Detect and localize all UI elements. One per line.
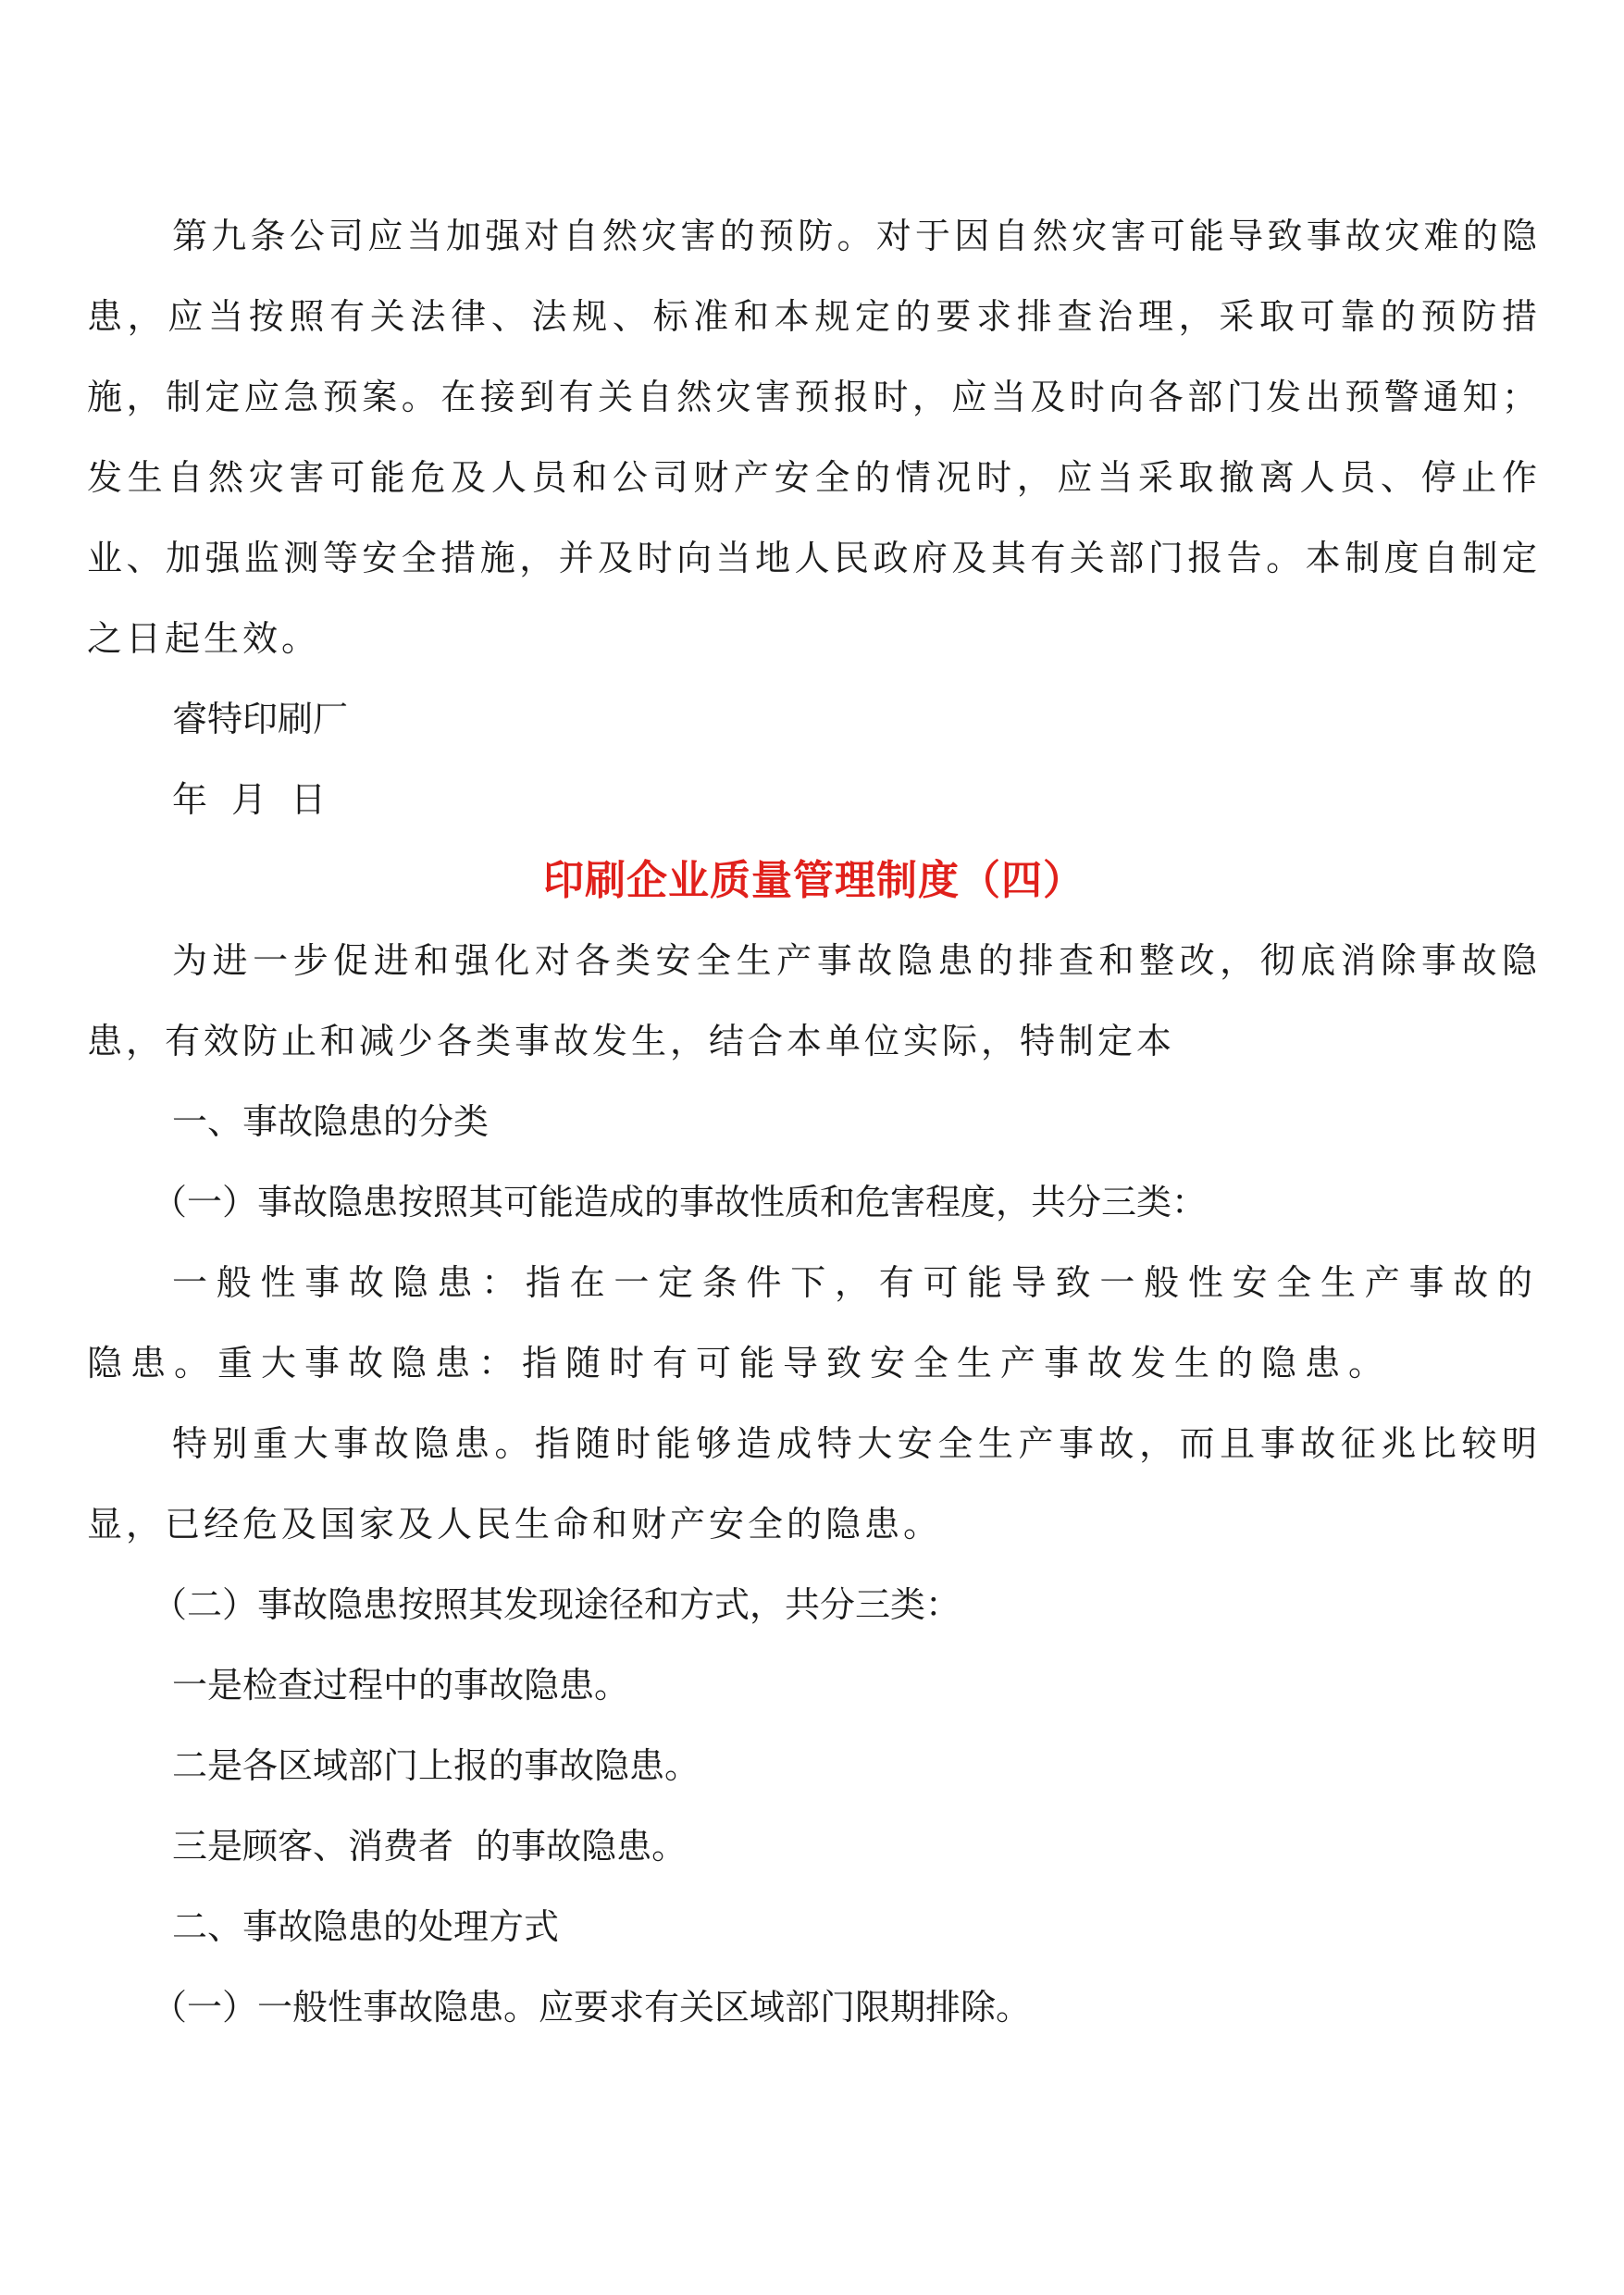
subheading-by-severity: （一）事故隐患按照其可能造成的事故性质和危害程度，共分三类：: [152, 1182, 1208, 1222]
major-hazard-paragraph: 特别重大事故隐患。指随时能够造成特大安全生产事故，而且事故征兆比较明显，已经危及国家及人民生命和财产安全的隐患。: [87, 1423, 1541, 1544]
heading-classification: 一、事故隐患的分类: [172, 1101, 490, 1142]
subheading-by-discovery: （二）事故隐患按照其发现途径和方式，共分三类：: [152, 1584, 961, 1625]
signature-company: 睿特印刷厂: [172, 699, 349, 739]
general-hazard-paragraph: 一般性事故隐患：指在一定条件下，有可能导致一般性安全生产事故的隐患。重大事故隐患：指随时有可能导致安全生产事故发生的隐患。: [87, 1262, 1541, 1383]
signature-date: 年 月 日: [172, 779, 327, 820]
handling-item-1: （一）一般性事故隐患。应要求有关区域部门限期排除。: [152, 1987, 1032, 2028]
discovery-item-3: 三是顾客、消费者 的事故隐患。: [172, 1826, 688, 1867]
discovery-item-1: 一是检查过程中的事故隐患。: [172, 1665, 630, 1706]
section-title: 印刷企业质量管理制度（四）: [543, 857, 1085, 904]
heading-handling: 二、事故隐患的处理方式: [172, 1906, 560, 1947]
discovery-item-2: 二是各区域部门上报的事故隐患。: [172, 1745, 700, 1786]
intro-paragraph: 为进一步促进和强化对各类安全生产事故隐患的排查和整改，彻底消除事故隐患，有效防止和减少各类事故发生，结合本单位实际，特制定本: [87, 940, 1541, 1061]
document-content: [87, 196, 1541, 2048]
article-nine-paragraph: 第九条公司应当加强对自然灾害的预防。对于因自然灾害可能导致事故灾难的隐患，应当按照有关法律、法规、标准和本规定的要求排查治理，采取可靠的预防措施，制定应急预案。在接到有关自然灾害预报时，应当及时向各部门发出预警通知；发生自然灾害可能危及人员和公司财产安全的情况时，应当采取撤离人员、停止作业、加强监测等安全措施，并及时向当地人民政府及其有关部门报告。本制度自制定之日起生效。: [87, 216, 1541, 659]
